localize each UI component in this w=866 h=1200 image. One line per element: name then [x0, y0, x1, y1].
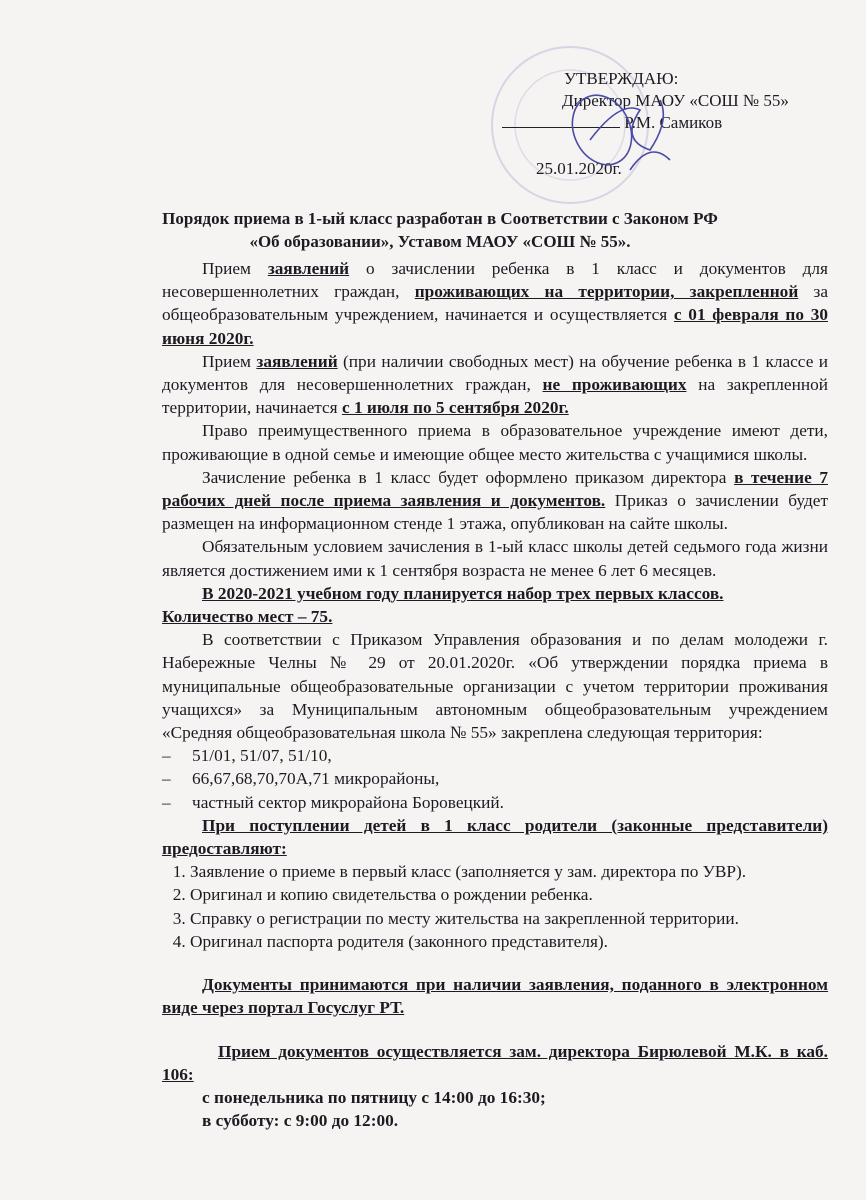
document-body [162, 257, 828, 1132]
emphasis: с 1 июля по 5 сентября 2020г. [341, 398, 569, 418]
territory-list [162, 744, 828, 814]
title-line-1: Порядок приема в 1-ый класс разработан в Соответствии с Законом РФ [162, 209, 718, 228]
emphasis: заявлений [256, 351, 338, 371]
hours-weekdays: с понедельника по пятницу с 14:00 до 16:30; [202, 1087, 546, 1107]
text: на закрепленной территории, начинается [162, 375, 828, 418]
document-title [150, 207, 730, 253]
approval-heading: УТВЕРЖДАЮ: [564, 69, 679, 88]
list-item: 4. Оригинал паспорта родителя (законного представителя). [190, 930, 828, 953]
paragraph-electronic-application: Документы принимаются при наличии заявления, поданного в электронном виде через портал Госуслуг РТ. [162, 975, 828, 1018]
list-item: – 51/01, 51/07, 51/10, [162, 744, 828, 767]
paragraph-application-nonresidents [162, 350, 828, 420]
text: Приказ о зачислении будет размещен на информационном стенде 1 этажа, опубликован на сайте школы. [162, 491, 828, 534]
paragraph-territory-order: В соответствии с Приказом Управления образования и по делам молодежи г. Набережные Челны № 29 от 20.01.2020г. «Об утверждении порядка приема в муниципальные общеобразовательные организации с учетом территории проживания учащихся» за Муниципальным автономным общеобразовательным учреждением «Средняя общеобразовательная школа № 55» закреплена следующая территория: [162, 630, 828, 743]
list-item: 3. Справку о регистрации по месту жительства на закрепленной территории. [190, 907, 828, 930]
paragraph-priority: Право преимущественного приема в образовательное учреждение имеют дети, проживающие в одной семье и имеющие общее место жительства с учащимися школы. [162, 421, 828, 464]
list-item: 1. Заявление о приеме в первый класс (заполняется у зам. директора по УВР). [190, 860, 828, 883]
list-item: – частный сектор микрорайона Боровецкий. [162, 791, 828, 814]
list-item: 2. Оригинал и копию свидетельства о рождении ребенка. [190, 883, 828, 906]
text: за общеобразовательным учреждением, начинается и осуществляется [162, 282, 828, 325]
approval-date: 25.01.2020г. [536, 159, 622, 178]
text: (при наличии свободных мест) на обучение ребенка в 1 классе и документов для несовершеннолетних граждан, [162, 351, 829, 395]
emphasis: в течение 7 рабочих дней после приема заявления и документов. [162, 467, 828, 511]
director-name: Р.М. Самиков [624, 113, 723, 132]
list-item: – 66,67,68,70,70А,71 микрорайоны, [162, 767, 828, 790]
paragraph-seats: Количество мест – 75. [162, 607, 333, 627]
paragraph-classes-planned: В 2020-2021 учебном году планируется набор трех первых классов. [202, 583, 724, 603]
hours-saturday: в субботу: с 9:00 до 12:00. [202, 1111, 399, 1131]
text: Прием [202, 259, 268, 278]
paragraph-document-reception: Прием документов осуществляется зам. директора Бирюлевой М.К. в каб. 106: [162, 1041, 828, 1084]
signature [560, 80, 700, 190]
emphasis: с 01 февраля по 30 июня 2020г. [162, 305, 828, 348]
title-line-2: «Об образовании», Уставом МАОУ «СОШ № 55». [249, 232, 631, 251]
paragraph-parents-provide: При поступлении детей в 1 класс родители (законные представители) предоставляют: [162, 815, 828, 859]
paragraph-application-residents [162, 257, 828, 350]
approval-position: Директор МАОУ «СОШ № 55» [562, 91, 789, 110]
paragraph-enrollment [162, 466, 828, 536]
text: Зачисление ребенка в 1 класс будет оформлено приказом директора [202, 467, 735, 487]
emphasis: заявлений [267, 259, 350, 278]
paragraph-age-condition: Обязательным условием зачисления в 1-ый класс школы детей седьмого года жизни является достижением ими к 1 сентября возраста не менее 6 лет 6 месяцев. [162, 537, 828, 580]
reception-hours [202, 1086, 828, 1132]
text: о зачислении ребенка в 1 класс и документов для несовершеннолетних граждан, [162, 259, 828, 302]
text: Прием [202, 351, 257, 371]
documents-list [162, 860, 828, 953]
emphasis: не проживающих [542, 375, 687, 395]
emphasis: проживающих на территории, закрепленной [414, 282, 799, 302]
